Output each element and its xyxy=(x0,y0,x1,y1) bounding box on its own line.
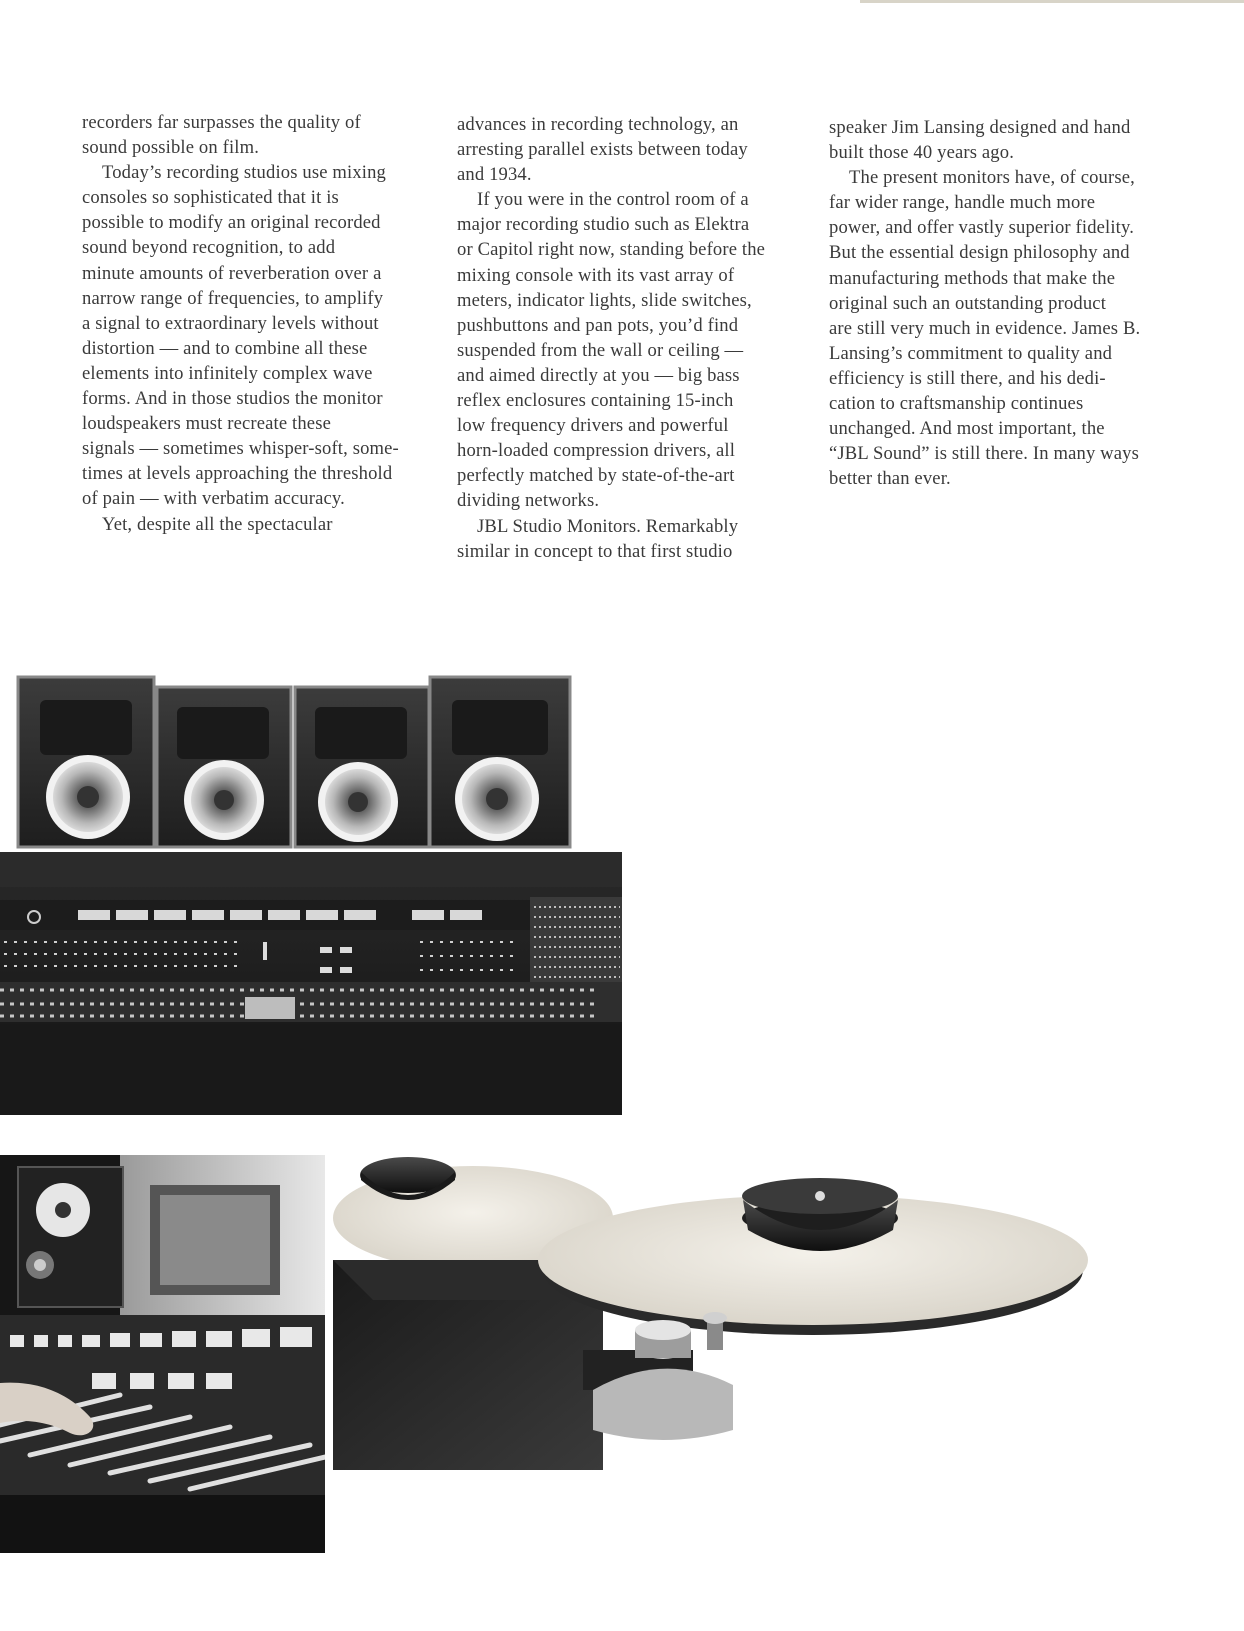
text-line: manufacturing methods that make the xyxy=(829,267,1116,289)
text-line: original such an outstanding product xyxy=(829,292,1107,314)
text-line: far wider range, handle much more xyxy=(829,192,1096,214)
text-line: signals — sometimes whisper-soft, some- xyxy=(82,438,399,460)
text-line: But the essential design philosophy and xyxy=(829,242,1130,264)
text-line: dividing networks. xyxy=(457,490,600,512)
text-line: The present monitors have, of course, xyxy=(849,167,1135,189)
text-line: cation to craftsmanship continues xyxy=(829,393,1084,415)
text-line: unchanged. And most important, the xyxy=(829,418,1105,440)
text-line: a signal to extraordinary levels without xyxy=(82,312,379,334)
text-line: reflex enclosures containing 15-inch xyxy=(457,390,734,412)
text-line: consoles so sophisticated that it is xyxy=(82,187,339,209)
speaker-cabinets xyxy=(18,677,570,847)
text-line: mixing console with its vast array of xyxy=(457,264,735,286)
text-line: sound beyond recognition, to add xyxy=(82,237,336,259)
text-line: elements into infinitely complex wave xyxy=(82,362,373,384)
text-line: minute amounts of reverberation over a xyxy=(82,262,382,284)
text-line: suspended from the wall or ceiling — xyxy=(457,339,744,361)
text-line: similar in concept to that first studio xyxy=(457,540,733,562)
text-line: better than ever. xyxy=(829,468,951,490)
text-line: efficiency is still there, and his dedi- xyxy=(829,367,1106,389)
text-line: are still very much in evidence. James B. xyxy=(829,317,1141,339)
photo-studio-console-closeup xyxy=(0,1155,325,1553)
text-line: and 1934. xyxy=(457,164,532,186)
top-edge-rule xyxy=(860,0,1244,3)
text-line: power, and offer vastly superior fidelity. xyxy=(829,217,1135,239)
text-line: of pain — with verbatim accuracy. xyxy=(82,488,345,510)
text-line: meters, indicator lights, slide switches, xyxy=(457,289,752,311)
photo-tape-reels xyxy=(333,1150,1133,1470)
text-line: possible to modify an original recorded xyxy=(82,212,381,234)
text-line: Yet, despite all the spectacular xyxy=(102,513,333,535)
text-line: recorders far surpasses the quality of xyxy=(82,112,361,133)
text-line: or Capitol right now, standing before the xyxy=(457,239,766,261)
text-line: perfectly matched by state-of-the-art xyxy=(457,465,735,487)
text-line: advances in recording technology, an xyxy=(457,114,739,135)
text-line: speaker Jim Lansing designed and hand xyxy=(829,117,1131,138)
text-line: built those 40 years ago. xyxy=(829,142,1015,164)
text-line: times at levels approaching the threshold xyxy=(82,463,393,485)
text-line: Lansing’s commitment to quality and xyxy=(829,342,1113,364)
text-column-2 xyxy=(457,112,807,564)
mixing-console xyxy=(0,852,622,1115)
text-line: If you were in the control room of a xyxy=(477,189,749,211)
text-line: Today’s recording studios use mixing xyxy=(102,162,387,184)
text-line: distortion — and to combine all these xyxy=(82,337,368,359)
text-line: arresting parallel exists between today xyxy=(457,139,748,161)
text-line: and aimed directly at you — big bass xyxy=(457,364,740,386)
text-column-1 xyxy=(82,110,432,537)
text-line: low frequency drivers and powerful xyxy=(457,415,729,437)
text-column-3 xyxy=(829,115,1179,491)
photo-monitors-and-mixing-console xyxy=(0,672,622,1115)
text-line: sound possible on film. xyxy=(82,137,259,159)
text-line: pushbuttons and pan pots, you’d find xyxy=(457,314,739,336)
text-line: loudspeakers must recreate these xyxy=(82,413,331,435)
text-line: JBL Studio Monitors. Remarkably xyxy=(477,515,739,537)
text-line: “JBL Sound” is still there. In many ways xyxy=(829,443,1140,465)
text-line: narrow range of frequencies, to amplify xyxy=(82,287,384,309)
text-line: forms. And in those studios the monitor xyxy=(82,388,383,410)
text-line: major recording studio such as Elektra xyxy=(457,214,750,236)
text-line: horn-loaded compression drivers, all xyxy=(457,440,736,462)
